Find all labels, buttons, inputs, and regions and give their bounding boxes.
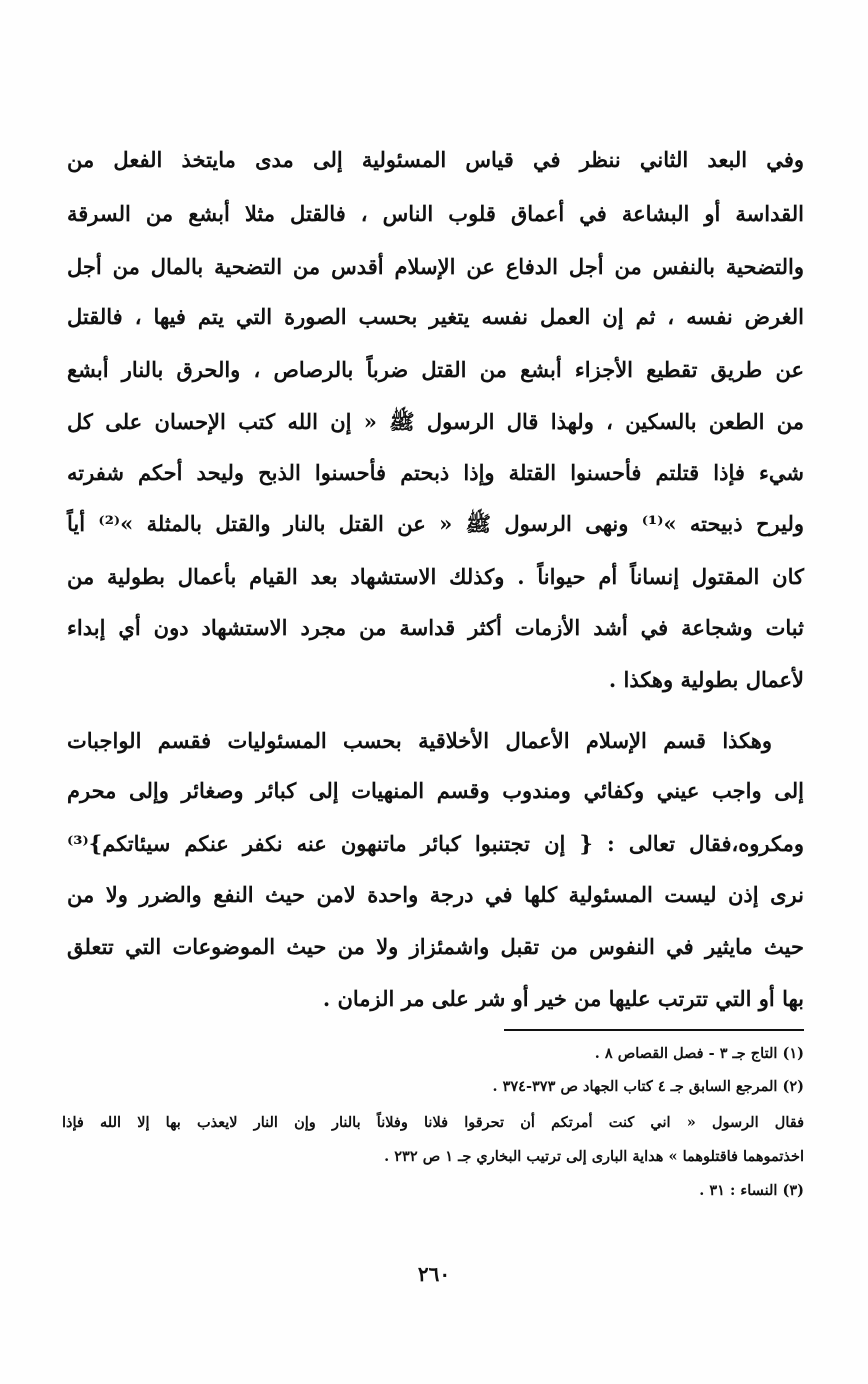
- para1-line-4: الغرض نفسه ، ثم إن العمل نفسه يتغير بحسب الصورة التي يتم فيها ، فالقتل: [67, 304, 804, 329]
- para1-line-9: كان المقتول إنساناً أم حيواناً . وكذلك الاستشهاد بعد القيام بأعمال بطولية من: [67, 564, 804, 589]
- para1-line-3: والتضحية بالنفس من أجل الدفاع عن الإسلام أقدس من التضحية بالمال من أجل: [67, 254, 804, 279]
- footnote-separator: [504, 1029, 804, 1031]
- footnote-2-quote-line-1: فقال الرسول « اني كنت أمرتكم أن تحرقوا فلانا وفلاناً بالنار وإن النار لايعذب بها إلا الله فإذا: [62, 1114, 804, 1131]
- para2-line-4: نرى إذن ليست المسئولية كلها في درجة واحدة لامن حيث النفع والضرر ولا من: [67, 882, 804, 907]
- para1-line-6: من الطعن بالسكين ، ولهذا قال الرسول ﷺ « إن الله كتب الإحسان على كل: [67, 409, 804, 434]
- para2-line-3: ومكروه،فقال تعالى : { إن تجتنبوا كبائر ماتنهون عنه نكفر عنكم سيئاتكم}⁽³⁾: [67, 831, 804, 856]
- para1-line-1: وفي البعد الثاني ننظر في قياس المسئولية إلى مدى مايتخذ الفعل من: [67, 147, 804, 172]
- para1-line-2: القداسة أو البشاعة في أعماق قلوب الناس ، فالقتل مثلا أبشع من السرقة: [67, 201, 804, 226]
- para1-line-10: ثبات وشجاعة في أشد الأزمات أكثر قداسة من مجرد الاستشهاد دون أي إبداء: [67, 615, 804, 640]
- para2-line-6: بها أو التي تترتب عليها من خير أو شر على مر الزمان .: [322, 986, 804, 1011]
- para1-line-5: عن طريق تقطيع الأجزاء أبشع من القتل ضرباً بالرصاص ، والحرق بالنار أبشع: [67, 357, 804, 382]
- para2-line-5: حيث مايثير في النفوس من تقبل واشمئزاز ولا من حيث الموضوعات التي تتعلق: [67, 934, 804, 959]
- page-number: ٢٦٠: [417, 1262, 451, 1286]
- para2-line-1: وهكذا قسم الإسلام الأعمال الأخلاقية بحسب المسئوليات فقسم الواجبات: [67, 728, 772, 753]
- footnote-2-quote-line-2: اخذتموهما فاقتلوهما » هداية البارى إلى ترتيب البخاري جـ ١ ص ٢٣٢ .: [384, 1148, 804, 1165]
- footnote-3: (٣) النساء : ٣١ .: [699, 1182, 804, 1199]
- footnote-1: (١) التاج جـ ٣ - فصل القصاص ٨ .: [594, 1045, 804, 1062]
- para2-line-2: إلى واجب عيني وكفائي ومندوب وقسم المنهيات إلى كبائر وصغائر وإلى محرم: [67, 778, 804, 803]
- para1-line-8: وليرح ذبيحته »⁽¹⁾ ونهى الرسول ﷺ « عن القتل بالنار والقتل بالمثلة »⁽²⁾ أياً: [67, 511, 804, 536]
- footnote-2: (٢) المرجع السابق جـ ٤ كتاب الجهاد ص ٣٧٣-٣٧٤ .: [492, 1078, 804, 1095]
- para1-line-7: شيء فإذا قتلتم فأحسنوا القتلة وإذا ذبحتم فأحسنوا الذبح وليحد أحكم شفرته: [67, 460, 804, 485]
- para1-line-11: لأعمال بطولية وهكذا .: [608, 667, 804, 692]
